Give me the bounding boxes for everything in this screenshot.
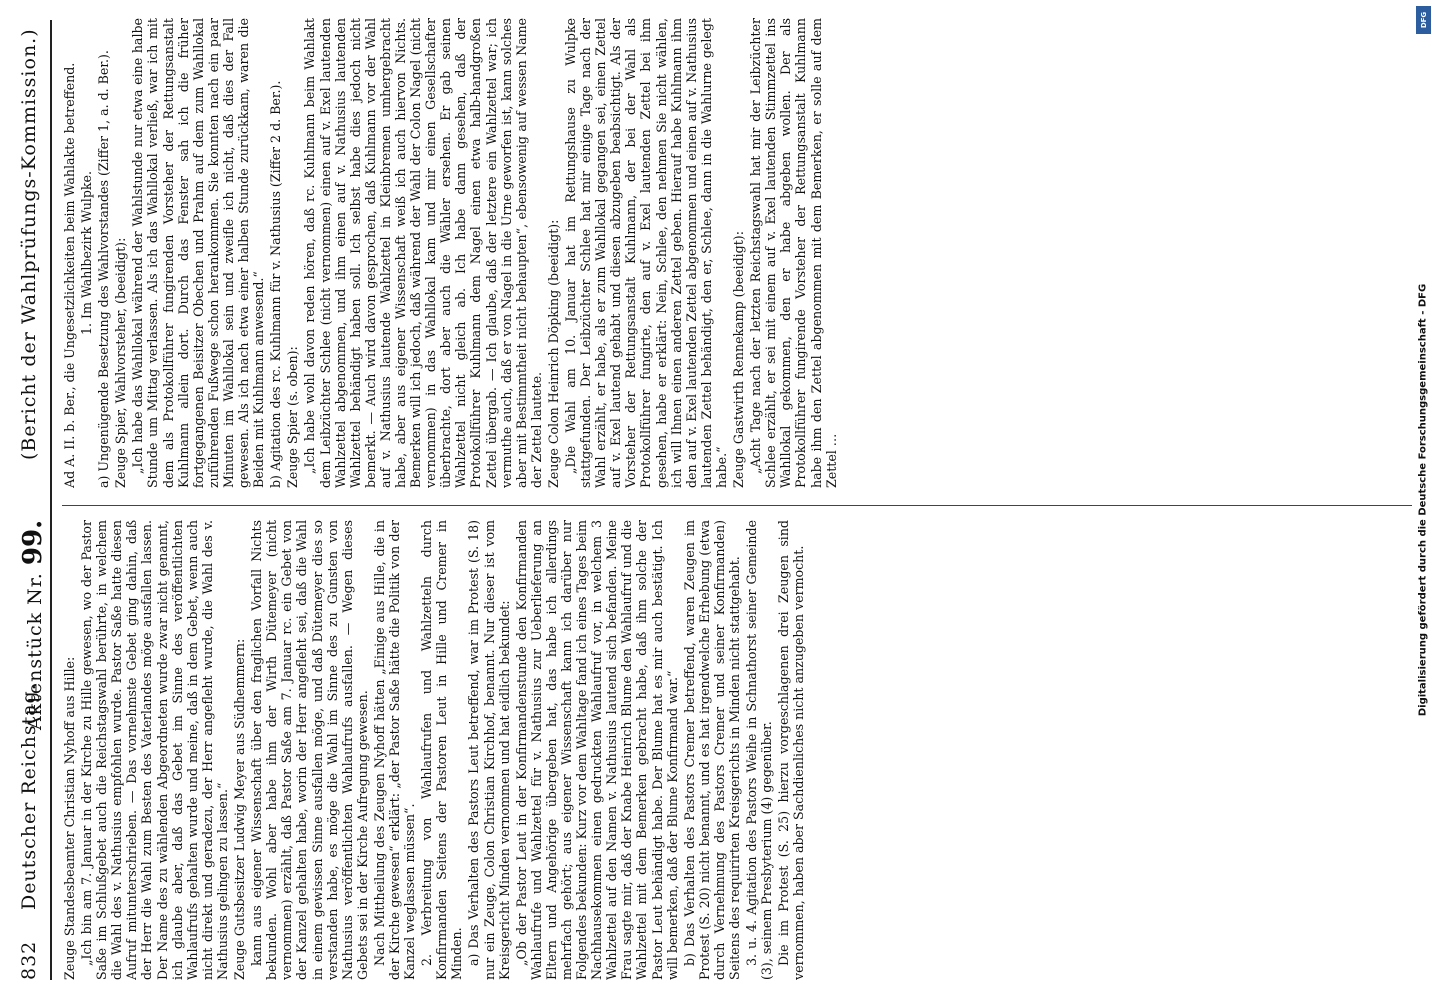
paragraph: „Acht Tage nach der letzten Reichstagswahl hat mir der Leibzüchter Schlee erzählt, er sei mit einem auf v. Exel lautenden Stimmzettel ins Wahllokal gekommen, den er habe abgeben wollen. Der als Protokollführer fungirende Vorsteher der Rettungsanstalt Kuhlmann habe ihm den Zettel abgenommen mit dem Bemerken, er solle auf dem Zettel …	[748, 18, 839, 488]
paragraph: Zeuge Gutsbesitzer Ludwig Meyer aus Südhemmern:	[232, 638, 248, 980]
digitization-margin	[1414, 0, 1432, 1000]
paragraph: Zeuge Spier (s. oben):	[285, 346, 301, 488]
paragraph: „Ich habe wohl davon reden hören, daß rc. Kuhlmann beim Wahlakt dem Leibzüchter Schlee (nicht vernommen) einen auf v. Exel lautenden Wahlzettel abgenommen, und ihm einen auf v. Nathusius lautenden Wahlzettel behändigt haben soll. Ich selbst habe dies jedoch nicht bemerkt. — Auch wird davon gesprochen, daß Kuhlmann vor der Wahl auf v. Nathusius lautende Wahlzettel in Kleinbremen umhergebracht habe, aber aus eigener Wissenschaft weiß ich auch hiervon Nichts. Bemerken will ich jedoch, daß während der Wahl der Colon Nagel (nicht vernommen) in das Wahllokal kam und mir einen Gesellschafter überbrachte, dort aber auch die Wähler ersehen. Er gab seinen Wahlzettel nicht gleich ab. Ich habe dann gesehen, daß der Protokollführer Kuhlmann dem Nagel einen etwa halb-handgroßen Zettel übergab. — Ich glaube, daß der letztere ein Wahlzettel war; ich vermuthe auch, daß er von Nagel in die Urne geworfen ist, kann solches aber mit Bestimmtheit nicht behaupten“, ebensowenig auf wessen Name der Zettel lautete.	[302, 18, 544, 488]
paragraph: kann aus eigener Wissenschaft über den fraglichen Vorfall Nichts bekunden. Wohl aber habe ihm der Wirth Dütemeyer (nicht vernommen) erzählt, daß Pastor Saße am 7. Januar rc. ein Gebet von der Kanzel gehalten habe, worin der Herr angefleht sei, daß die Wahl in einem gewissen Sinne ausfallen möge, und daß Dütemeyer dies so verstanden habe, es möge die Wahl im Sinne des zu Gunsten von Nathusius veröffentlichten Wahlaufrufs ausfallen. — Wegen dieses Gebets sei in der Kirche Aufregung gewesen.	[249, 520, 370, 980]
running-header	[14, 20, 48, 980]
header-left: Deutscher Reichstag.	[18, 683, 40, 910]
paragraph: b) Das Verhalten des Pastors Cremer betreffend, waren Zeugen im Protest (S. 20) nicht benannt, und es hat irgendwelche Erhebung (etwa durch Vernehmung des Pastors Cremer und seiner Konfirmanden) Seitens des requirirten Kreisgerichts in Minden nicht stattgehabt.	[681, 520, 743, 980]
paragraph: Ad A. II. b. Ber., die Ungesetzlichkeiten beim Wahlakte betreffend.	[62, 62, 77, 488]
header-rule	[50, 20, 52, 980]
header-center-prefix: Aktenstück Nr.	[24, 572, 46, 730]
rotated-page-content	[6, 0, 1426, 1000]
paragraph: „Die Wahl am 10. Januar hat im Rettungshause zu Wulpke stattgefunden. Der Leibzüchter Schlee hat mir einige Tage nach der Wahl erzählt, er habe, als er zum Wahllokal gegangen sei, einen Zettel auf v. Exel lautend gehabt und diesen abzugeben beabsichtigt. Als der Vorsteher der Rettungsanstalt Kuhlmann, der bei der Wahl als Protokollführer fungirte, den auf v. Exel lautenden Zettel bei ihm gesehen, habe er erklärt: Nein, Schlee, den nehmen Sie nicht wählen, ich will Ihnen einen anderen Zettel geben. Hierauf habe Kuhlmann ihm den auf v. Exel lautenden Zettel abgenommen und einen auf v. Nathusius lautenden Zettel behändigt, den er, Schlee, dann in die Wahlurne gelegt habe.“	[563, 18, 729, 488]
paragraph: b) Agitation des rc. Kuhlmann für v. Nathusius (Ziffer 2 d. Ber.).	[268, 80, 284, 488]
dfg-logo-text: DFG	[1419, 11, 1428, 29]
header-right: (Bericht der Wahlprüfungs-Kommission.)	[18, 28, 40, 460]
paragraph: Zeuge Colon Heinrich Döpking (beeidigt):	[545, 219, 561, 488]
dfg-logo	[1416, 6, 1431, 34]
paragraph: Zeuge Gastwirth Rennekamp (beeidigt):	[731, 231, 747, 488]
paragraph: 1. Im Wahlbezirk Wulpke.	[79, 171, 95, 335]
paragraph: 2. Verbreitung von Wahlaufrufen und Wahlzetteln durch Konfirmanden Seitens der Pastoren Leut in Hille und Cremer in Minden.	[419, 520, 465, 980]
column-divider	[62, 505, 1412, 506]
digitization-note: Digitalisierung gefördert durch die Deutsche Forschungsgemeinschaft - DFG	[1417, 283, 1429, 717]
paragraph: a) Das Verhalten des Pastors Leut betreffend, war im Protest (S. 18) nur ein Zeuge, Colon Christian Kirchhof, benannt. Nur dieser ist vom Kreisgericht Minden vernommen und hat eidlich bekundet:	[466, 520, 512, 980]
paragraph: „Ich bin am 7. Januar in der Kirche zu Hille gewesen, wo der Pastor Saße im Schlußgebet auch die Reichstagswahl berührte, in welchem die Wahl des v. Nathusius empfohlen wurde. Pastor Saße hatte diesen Aufruf mitunterschrieben. — Das vornehmste Gebet ging dahin, daß der Herr die Wahl zum Besten des Vaterlandes möge ausfallen lassen. Der Name des zu wählenden Abgeordneten wurde zwar nicht genannt, ich glaube aber, daß das Gebet im Sinne des veröffentlichten Wahlaufrufs gehalten wurde und meine, daß in dem Gebet, wenn auch nicht direkt und geradezu, der Herr angefleht wurde, die Wahl des v. Nathusius gelingen zu lassen.“	[79, 520, 230, 980]
page-number: 832	[18, 940, 40, 980]
text-column-right	[62, 18, 1412, 488]
paragraph: Die im Protest (S. 25) hierzu vorgeschlagenen drei Zeugen sind vernommen, haben aber Sachdienliches nicht anzugeben vermocht.	[776, 520, 807, 980]
header-center	[18, 520, 48, 730]
header-center-number: 99.	[18, 519, 48, 566]
paragraph: „Ich habe das Wahllokal während der Wahlstunde nur etwa eine halbe Stunde um Mittag verlassen. Als ich das Wahllokal verließ, war ich mit dem als Protokollführer fungirenden Vorsteher der Rettungsanstalt Kuhlmann allein dort. Durch das Fenster sah ich die früher fortgegangenen Beisitzer Obechen und Prahm auf dem zum Wahllokal zuführenden Fußwege schon herankommen. Sie konnten nach ein paar Minuten im Wahllokal sein und zweifle ich nicht, daß dies der Fall gewesen. Als ich nach etwa einer halben Stunde zurückkam, waren die Beiden mit Kuhlmann anwesend.“	[130, 18, 267, 488]
paragraph: 3. u. 4. Agitation des Pastors Weihe in Schnathorst seiner Gemeinde (3), seinem Presbyterium (4) gegenüber.	[744, 520, 775, 980]
paragraph: a) Ungenügende Besetzung des Wahlvorstandes (Ziffer 1, a. d. Ber.).	[96, 50, 112, 488]
text-column-left	[62, 520, 1412, 980]
paragraph: Nach Mittheilung des Zeugen Nyhoff hätten „Einige aus Hille, die in der Kirche gewesen“ erklärt: „der Pastor Saße hätte die Politik von der Kanzel weglassen müssen“.	[371, 520, 418, 980]
paragraph: „Ob der Pastor Leut in der Konfirmandenstunde den Konfirmanden Wahlaufrufe und Wahlzettel für v. Nathusius zur Ueberlieferung an Eltern und Angehörige übergeben hat, das habe ich allerdings mehrfach gehört; aus eigener Wissenschaft kann ich darüber nur Folgendes bekunden: Kurz vor dem Wahltage fand ich eines Tages beim Nachhausekommen einen gedruckten Wahlaufruf vor, in welchem 3 Wahlzettel auf den Namen v. Nathusius lautend sich befanden. Meine Frau sagte mir, daß der Knabe Heinrich Blume den Wahlaufruf und die Wahlzettel mit dem Bemerken gebracht habe, daß ihm solche der Pastor Leut behändigt habe. Der Blume hat es mir auch bestätigt. Ich will bemerken, daß der Blume Konfirmand war.“	[513, 520, 680, 980]
paragraph: Zeuge Standesbeamter Christian Nyhoff aus Hille:	[62, 656, 77, 980]
paragraph: Zeuge Spier, Wahlvorsteher, (beeidigt):	[113, 237, 129, 488]
